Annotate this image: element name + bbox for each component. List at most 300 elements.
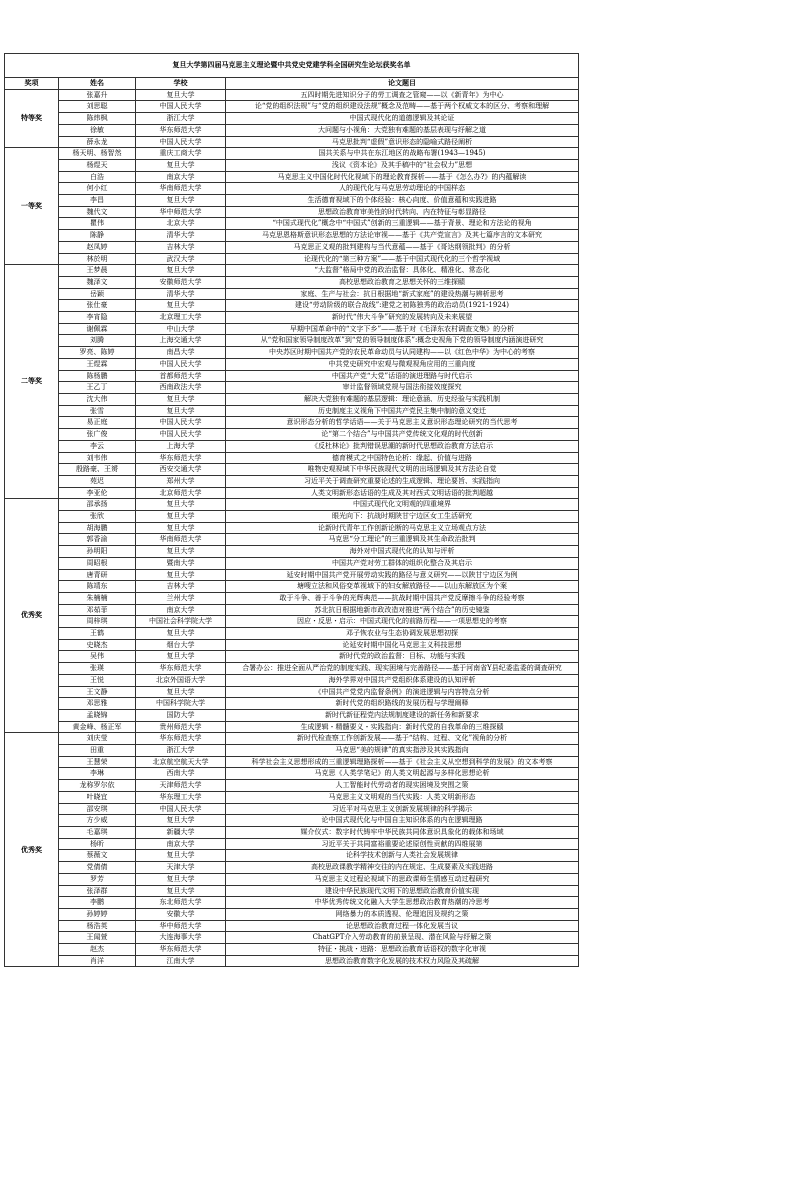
thesis-title-cell: 家庭、生产与社会：抗日根据地“新式家庭”的建设热潮与辨析思考 <box>226 288 579 300</box>
school-cell: 上海大学 <box>136 440 226 452</box>
table-row <box>5 686 579 698</box>
thesis-title-cell: 特征・挑战・进路：思想政治教育话语权的数字化审视 <box>226 944 579 956</box>
winner-name-cell: 何小红 <box>59 183 136 195</box>
thesis-title-cell: 建设中华民族现代文明下的思想政治教育价值实现 <box>226 885 579 897</box>
winner-name-cell: 唐青研 <box>59 569 136 581</box>
winner-name-cell: 谢佩霖 <box>59 323 136 335</box>
school-cell: 华南师范大学 <box>136 183 226 195</box>
school-cell: 天津大学 <box>136 862 226 874</box>
table-row <box>5 300 579 312</box>
school-cell: 南昌大学 <box>136 347 226 359</box>
thesis-title-cell: 海外学界对中国共产党组织体系建设的认知评析 <box>226 674 579 686</box>
thesis-title-cell: 高校思想政治教育之思想关怀的三维探赜 <box>226 276 579 288</box>
winner-name-cell: 殷路豪、王赟 <box>59 464 136 476</box>
winner-name-cell: 陈杨鹏 <box>59 370 136 382</box>
table-row <box>5 581 579 593</box>
school-cell: 复旦大学 <box>136 628 226 640</box>
winner-name-cell: 李宵隐 <box>59 312 136 324</box>
school-cell: 清华大学 <box>136 230 226 242</box>
winner-name-cell: 易正庭 <box>59 417 136 429</box>
school-cell: 华中师范大学 <box>136 920 226 932</box>
thesis-title-cell: 大问题与小视角：大党独有难题的基层表现与纾解之道 <box>226 124 579 136</box>
table-row <box>5 897 579 909</box>
school-cell: 大连海事大学 <box>136 932 226 944</box>
winner-name-cell: 龙称罗尔依 <box>59 780 136 792</box>
thesis-title-cell: 生成逻辑・精髓要义・实践指向：新时代党的自我革命的三维探赜 <box>226 721 579 733</box>
thesis-title-cell: 马克思恩格斯意识形态思想的方法论审视——基于《共产党宣言》及其七篇序言的文本研究 <box>226 230 579 242</box>
table-row <box>5 288 579 300</box>
table-row <box>5 768 579 780</box>
table-row <box>5 698 579 710</box>
school-cell: 天津师范大学 <box>136 780 226 792</box>
table-row <box>5 159 579 171</box>
winner-name-cell: 李昌 <box>59 195 136 207</box>
award-category-cell: 一等奖 <box>5 148 59 265</box>
thesis-title-cell: 网络暴力的本质透视、伦理追因及规约之策 <box>226 908 579 920</box>
school-cell: 华南师范大学 <box>136 534 226 546</box>
school-cell: 复旦大学 <box>136 499 226 511</box>
winner-name-cell: 刘思聪 <box>59 101 136 113</box>
school-cell: 中国科学院大学 <box>136 698 226 710</box>
winner-name-cell: 孟晓锦 <box>59 709 136 721</box>
winner-name-cell: 孙婷婷 <box>59 908 136 920</box>
winner-name-cell: 周昭根 <box>59 557 136 569</box>
school-cell: 华东师范大学 <box>136 452 226 464</box>
table-row <box>5 417 579 429</box>
winner-name-cell: 魏泽文 <box>59 276 136 288</box>
thesis-title-cell: 马克思批判“虚假”意识形态的隐喻式路径阐析 <box>226 136 579 148</box>
school-cell: 国防大学 <box>136 709 226 721</box>
school-cell: 上海交通大学 <box>136 335 226 347</box>
table-row <box>5 803 579 815</box>
thesis-title-cell: 论新时代青年工作创新论断的马克思主义立场观点方法 <box>226 522 579 534</box>
winner-name-cell: 李云 <box>59 440 136 452</box>
thesis-title-cell: 历史制度主义视角下中国共产党民主集中制的意义变迁 <box>226 405 579 417</box>
winner-name-cell: 党倩倩 <box>59 862 136 874</box>
table-row <box>5 745 579 757</box>
table-row <box>5 405 579 417</box>
table-row <box>5 393 579 405</box>
school-cell: 复旦大学 <box>136 686 226 698</box>
school-cell: 南京大学 <box>136 604 226 616</box>
school-cell: 东北师范大学 <box>136 897 226 909</box>
table-row <box>5 955 579 967</box>
school-cell: 复旦大学 <box>136 885 226 897</box>
school-cell: 浙江大学 <box>136 113 226 125</box>
table-row <box>5 932 579 944</box>
thesis-title-cell: 合署办公：推进全面从严治党的制度实践、现实困境与完善路径——基于河南省Y县纪委监委的调查研究 <box>226 663 579 675</box>
winner-name-cell: 王悦 <box>59 674 136 686</box>
table-row <box>5 195 579 207</box>
school-cell: 首都师范大学 <box>136 370 226 382</box>
thesis-title-cell: 中国共产党对劳工群体的组织化整合及其启示 <box>226 557 579 569</box>
table-row <box>5 628 579 640</box>
table-row <box>5 592 579 604</box>
school-cell: 清华大学 <box>136 288 226 300</box>
winner-name-cell: 张欣 <box>59 511 136 523</box>
school-cell: 华中师范大学 <box>136 206 226 218</box>
thesis-title-cell: “大监督”格局中党的政治监督：具体化、精准化、常态化 <box>226 265 579 277</box>
school-cell: 安徽大学 <box>136 908 226 920</box>
table-row <box>5 815 579 827</box>
school-cell: 华东理工大学 <box>136 791 226 803</box>
school-cell: 复旦大学 <box>136 522 226 534</box>
school-cell: 北京航空航天大学 <box>136 756 226 768</box>
table-row <box>5 382 579 394</box>
thesis-title-cell: 海外对中国式现代化的认知与评析 <box>226 546 579 558</box>
header-school: 学校 <box>136 78 226 90</box>
school-cell: 复旦大学 <box>136 159 226 171</box>
winner-name-cell: 杨浩英 <box>59 920 136 932</box>
thesis-title-cell: 敢于斗争、善于斗争的光辉典范——抗战时期中国共产党反摩擦斗争的经验考察 <box>226 592 579 604</box>
school-cell: 南京大学 <box>136 171 226 183</box>
thesis-title-cell: 马克思主义中国化时代化视域下的理论教育探析——基于《怎么办?》的内蕴解读 <box>226 171 579 183</box>
table-row <box>5 312 579 324</box>
school-cell: 复旦大学 <box>136 89 226 101</box>
school-cell: 北京理工大学 <box>136 312 226 324</box>
thesis-title-cell: 中国式现代化文明观的四重境界 <box>226 499 579 511</box>
winner-name-cell: 罗亮、陈婷 <box>59 347 136 359</box>
winner-name-cell: 张雪 <box>59 405 136 417</box>
winner-name-cell: 郭香渝 <box>59 534 136 546</box>
table-row <box>5 616 579 628</box>
school-cell: 江南大学 <box>136 955 226 967</box>
table-row <box>5 440 579 452</box>
school-cell: 复旦大学 <box>136 265 226 277</box>
winner-name-cell: 朱楠楠 <box>59 592 136 604</box>
thesis-title-cell: 马克思主义过程论视域下的思政课师生情感互动过程研究 <box>226 873 579 885</box>
thesis-title-cell: 人类文明新形态话语的生成及其对西式文明话语的批判超越 <box>226 487 579 499</box>
thesis-title-cell: 中共党史研究中宏观与微观视角应用的三重向度 <box>226 358 579 370</box>
winner-name-cell: 王闻萱 <box>59 932 136 944</box>
thesis-title-cell: 生活德育视域下的个体经验：核心向度、价值意蕴和实践进路 <box>226 195 579 207</box>
table-row <box>5 709 579 721</box>
thesis-title-cell: 思想政治教育审美性的时代转向、内在特征与彰显路径 <box>226 206 579 218</box>
thesis-title-cell: 论现代化的“第三种方案”——基于中国式现代化的三个哲学视域 <box>226 253 579 265</box>
school-cell: 北京师范大学 <box>136 487 226 499</box>
header-name: 姓名 <box>59 78 136 90</box>
winner-name-cell: 毛嘉琪 <box>59 827 136 839</box>
thesis-title-cell: 《中国共产党党内监督条例》的演进逻辑与内容特点分析 <box>226 686 579 698</box>
winner-name-cell: 陈靖东 <box>59 581 136 593</box>
thesis-title-cell: 建设“劳动阶级的联合战线”:建党之初陈独秀的政治动员(1921-1924) <box>226 300 579 312</box>
school-cell: 复旦大学 <box>136 873 226 885</box>
award-category-cell: 特等奖 <box>5 89 59 148</box>
winner-name-cell: 孙明阳 <box>59 546 136 558</box>
winner-name-cell: 刘腾 <box>59 335 136 347</box>
thesis-title-cell: 邓子恢农业与生态协调发展思想初探 <box>226 628 579 640</box>
thesis-title-cell: 从“党和国家领导制度改革”到“党的领导制度体系”:概念史视角下党的领导制度内涵演进研究 <box>226 335 579 347</box>
winner-name-cell: 周梓琪 <box>59 616 136 628</box>
school-cell: 北京外国语大学 <box>136 674 226 686</box>
school-cell: 新疆大学 <box>136 827 226 839</box>
table-row <box>5 89 579 101</box>
table-row <box>5 534 579 546</box>
table-row <box>5 171 579 183</box>
winner-name-cell: 魏代文 <box>59 206 136 218</box>
award-category-cell: 优秀奖 <box>5 733 59 967</box>
thesis-title-cell: 人的现代化与马克思劳动理论的中国样态 <box>226 183 579 195</box>
school-cell: 复旦大学 <box>136 815 226 827</box>
winner-name-cell: 肖洋 <box>59 955 136 967</box>
table-row <box>5 487 579 499</box>
thesis-title-cell: 马克思《人类学笔记》的人类文明起源与多样化思想论析 <box>226 768 579 780</box>
award-category-cell: 二等奖 <box>5 265 59 499</box>
school-cell: 复旦大学 <box>136 850 226 862</box>
winner-name-cell: 叶晓宜 <box>59 791 136 803</box>
school-cell: 吉林大学 <box>136 581 226 593</box>
winner-name-cell: 王文静 <box>59 686 136 698</box>
school-cell: 重庆工商大学 <box>136 148 226 160</box>
thesis-title-cell: 国共关系与中共在东江地区的战略布署(1943—1945) <box>226 148 579 160</box>
school-cell: 复旦大学 <box>136 405 226 417</box>
thesis-title-cell: 马克思主义文明观的当代实践：人类文明新形态 <box>226 791 579 803</box>
thesis-title-cell: 苏北抗日根据地新市政改造对推进“两个结合”的历史镜鉴 <box>226 604 579 616</box>
table-row <box>5 241 579 253</box>
winner-name-cell: 蔡薇文 <box>59 850 136 862</box>
table-row <box>5 206 579 218</box>
winner-name-cell: 邵安琪 <box>59 803 136 815</box>
table-row <box>5 663 579 675</box>
winner-name-cell: 邵承扬 <box>59 499 136 511</box>
thesis-title-cell: 因应・反思・启示：中国式现代化的前路历程——一项思想史的考察 <box>226 616 579 628</box>
thesis-title-cell: 科学社会主义思想形成的三重逻辑理路探析——基于《社会主义从空想到科学的发展》的文本考察 <box>226 756 579 768</box>
winner-name-cell: 罗芳 <box>59 873 136 885</box>
winner-name-cell: 张泽群 <box>59 885 136 897</box>
thesis-title-cell: 论“第二个结合”与中国共产党传统文化观的时代创新 <box>226 429 579 441</box>
table-row <box>5 218 579 230</box>
winner-name-cell: 徐敏 <box>59 124 136 136</box>
school-cell: 华东师范大学 <box>136 124 226 136</box>
table-row <box>5 721 579 733</box>
table-row <box>5 569 579 581</box>
winner-name-cell: 刘韦伟 <box>59 452 136 464</box>
thesis-title-cell: 论“党的组织法规”与“党的组织建设法规”概念及范畴——基于两个权威文本的区分、考察和理解 <box>226 101 579 113</box>
winner-name-cell: 胡海鹏 <box>59 522 136 534</box>
thesis-title-cell: 新时代党的组织路线的发展历程与学理阐释 <box>226 698 579 710</box>
thesis-title-cell: 中央苏区时期中国共产党的农民革命动员与认同建构——以《红色中华》为中心的考察 <box>226 347 579 359</box>
thesis-title-cell: 马克思正义观的批判建构与当代意蕴——基于《哥达纲领批判》的分析 <box>226 241 579 253</box>
table-row <box>5 136 579 148</box>
thesis-title-cell: 思想政治教育数字化发展的技术权力风险及其疏解 <box>226 955 579 967</box>
school-cell: 武汉大学 <box>136 253 226 265</box>
table-row <box>5 124 579 136</box>
table-row <box>5 370 579 382</box>
winner-name-cell: 张仕豪 <box>59 300 136 312</box>
winner-name-cell: 田重 <box>59 745 136 757</box>
school-cell: 华东师范大学 <box>136 663 226 675</box>
winner-name-cell: 瞿伟 <box>59 218 136 230</box>
school-cell: 复旦大学 <box>136 569 226 581</box>
table-row <box>5 791 579 803</box>
winner-name-cell: 杨煜天 <box>59 159 136 171</box>
table-row <box>5 604 579 616</box>
winner-name-cell: 吴伟 <box>59 651 136 663</box>
school-cell: 中国人民大学 <box>136 101 226 113</box>
school-cell: 中山大学 <box>136 323 226 335</box>
thesis-title-cell: “中国式现代化”概念中“中国式”创新的三重逻辑——基于背景、理论和方法论的视角 <box>226 218 579 230</box>
thesis-title-cell: 论延安时期中国化马克思主义科技思想 <box>226 639 579 651</box>
table-row <box>5 546 579 558</box>
thesis-title-cell: 新时代新征程党内法规制度建设的新任务和新要求 <box>226 709 579 721</box>
table-row <box>5 651 579 663</box>
thesis-title-cell: 习近平对马克思主义创新发展规律的科学揭示 <box>226 803 579 815</box>
winner-name-cell: 陈炜枫 <box>59 113 136 125</box>
school-cell: 西南政法大学 <box>136 382 226 394</box>
table-row <box>5 265 579 277</box>
table-row <box>5 639 579 651</box>
winner-name-cell: 王煜霖 <box>59 358 136 370</box>
winner-name-cell: 杨昕 <box>59 838 136 850</box>
table-row <box>5 276 579 288</box>
thesis-title-cell: 浅议《资本论》及其手稿中的“社会权力”思想 <box>226 159 579 171</box>
thesis-title-cell: 五四时期先进知识分子的劳工调查之管窥——以《新青年》为中心 <box>226 89 579 101</box>
table-row <box>5 838 579 850</box>
thesis-title-cell: 习近平关于共同富裕重要论述原创性贡献的四维展第 <box>226 838 579 850</box>
table-row <box>5 499 579 511</box>
table-row <box>5 522 579 534</box>
school-cell: 兰州大学 <box>136 592 226 604</box>
thesis-title-cell: 早期中国革命中的“文字下乡”——基于对《毛泽东农村调查文集》的分析 <box>226 323 579 335</box>
school-cell: 复旦大学 <box>136 511 226 523</box>
thesis-title-cell: 媒介仪式：数字时代铸牢中华民族共同体意识具象化的载体和场域 <box>226 827 579 839</box>
winner-name-cell: 王鹤 <box>59 628 136 640</box>
table-row <box>5 230 579 242</box>
thesis-title-cell: 中国共产党“大党”话语的演进理路与时代启示 <box>226 370 579 382</box>
school-cell: 北京大学 <box>136 218 226 230</box>
winner-name-cell: 刘庆莹 <box>59 733 136 745</box>
winner-name-cell: 史晓杰 <box>59 639 136 651</box>
winner-name-cell: 邓茹菲 <box>59 604 136 616</box>
winner-name-cell: 王慧荣 <box>59 756 136 768</box>
table-row <box>5 511 579 523</box>
school-cell: 复旦大学 <box>136 651 226 663</box>
table-row <box>5 347 579 359</box>
winner-name-cell: 王梦晨 <box>59 265 136 277</box>
thesis-title-cell: 《反杜林论》批判错误思潮的新时代思想政治教育方法启示 <box>226 440 579 452</box>
table-row <box>5 452 579 464</box>
header-thesis: 论文题目 <box>226 78 579 90</box>
winner-name-cell: 沈大伟 <box>59 393 136 405</box>
table-row <box>5 323 579 335</box>
winner-name-cell: 张广俊 <box>59 429 136 441</box>
school-cell: 西安交通大学 <box>136 464 226 476</box>
school-cell: 西南大学 <box>136 768 226 780</box>
winner-name-cell: 白浩 <box>59 171 136 183</box>
winner-name-cell: 张瑛 <box>59 663 136 675</box>
thesis-title-cell: 塘嗖立法和风俗变革视域下的妇女解放路径——以山东解放区为个案 <box>226 581 579 593</box>
school-cell: 郑州大学 <box>136 475 226 487</box>
table-row <box>5 674 579 686</box>
table-row <box>5 183 579 195</box>
school-cell: 中国人民大学 <box>136 358 226 370</box>
header-row <box>5 78 579 90</box>
table-row <box>5 944 579 956</box>
table-row <box>5 101 579 113</box>
winner-name-cell: 李亚伦 <box>59 487 136 499</box>
school-cell: 中国人民大学 <box>136 136 226 148</box>
thesis-title-cell: ChatGPT介入劳动教育的前景呈现、潜在风险与纾解之策 <box>226 932 579 944</box>
winner-name-cell: 薛永龙 <box>59 136 136 148</box>
school-cell: 安徽师范大学 <box>136 276 226 288</box>
table-row <box>5 148 579 160</box>
winner-name-cell: 张嘉升 <box>59 89 136 101</box>
winner-name-cell: 黄金峰、杨正军 <box>59 721 136 733</box>
table-row <box>5 733 579 745</box>
table-row <box>5 335 579 347</box>
thesis-title-cell: 新时代“伟大斗争”研究的发展转向及未来展望 <box>226 312 579 324</box>
school-cell: 吉林大学 <box>136 241 226 253</box>
school-cell: 复旦大学 <box>136 546 226 558</box>
table-row <box>5 920 579 932</box>
winner-name-cell: 王乙丁 <box>59 382 136 394</box>
thesis-title-cell: 论中国式现代化与中国自主知识体系的内在逻辑理路 <box>226 815 579 827</box>
table-row <box>5 862 579 874</box>
winner-name-cell: 岳颖 <box>59 288 136 300</box>
award-category-cell: 优秀奖 <box>5 499 59 733</box>
thesis-title-cell: 中华优秀传统文化融入大学生思想政治教育热潮的冷思考 <box>226 897 579 909</box>
title-row <box>5 54 579 78</box>
table-row <box>5 780 579 792</box>
winner-name-cell: 李琳 <box>59 768 136 780</box>
table-row <box>5 850 579 862</box>
school-cell: 南京大学 <box>136 838 226 850</box>
winner-name-cell: 邓思雅 <box>59 698 136 710</box>
table-row <box>5 475 579 487</box>
table-row <box>5 464 579 476</box>
school-cell: 中国社会科学院大学 <box>136 616 226 628</box>
winner-name-cell: 杨天明、杨智然 <box>59 148 136 160</box>
winner-name-cell: 林於明 <box>59 253 136 265</box>
table-row <box>5 827 579 839</box>
table-body <box>5 54 579 967</box>
table-row <box>5 253 579 265</box>
school-cell: 中国人民大学 <box>136 429 226 441</box>
thesis-title-cell: 马克思“美的规律”的真实指涉及其实践指向 <box>226 745 579 757</box>
school-cell: 复旦大学 <box>136 300 226 312</box>
thesis-title-cell: 唯物史观视域下中华民族现代文明的出场逻辑及其方法论自觉 <box>226 464 579 476</box>
school-cell: 华东师范大学 <box>136 733 226 745</box>
thesis-title-cell: 新时代党的政治监督：目标、功能与实践 <box>226 651 579 663</box>
school-cell: 中国人民大学 <box>136 803 226 815</box>
thesis-title-cell: 中国式现代化的道德逻辑及其论证 <box>226 113 579 125</box>
school-cell: 烟台大学 <box>136 639 226 651</box>
thesis-title-cell: 意识形态分析的哲学话语——关于马克思主义意识形态理论研究的当代思考 <box>226 417 579 429</box>
winner-name-cell: 陈静 <box>59 230 136 242</box>
thesis-title-cell: 眼光向下：抗战时期陕甘宁边区女工生活研究 <box>226 511 579 523</box>
thesis-title-cell: 论科学技术创新与人类社会发展规律 <box>226 850 579 862</box>
school-cell: 浙江大学 <box>136 745 226 757</box>
winner-name-cell: 方少威 <box>59 815 136 827</box>
winner-name-cell: 赵凤婷 <box>59 241 136 253</box>
thesis-title-cell: 论思想政治教育过程一体化发展当议 <box>226 920 579 932</box>
table-row <box>5 358 579 370</box>
table-row <box>5 885 579 897</box>
school-cell: 暨南大学 <box>136 557 226 569</box>
award-list-table <box>4 53 579 967</box>
thesis-title-cell: 德育模式之中国特色论析：缘起、价值与进路 <box>226 452 579 464</box>
thesis-title-cell: 延安时期中国共产党开展劳动实践的路径与意义研究——以陕甘宁边区为例 <box>226 569 579 581</box>
table-row <box>5 873 579 885</box>
school-cell: 中国人民大学 <box>136 417 226 429</box>
winner-name-cell: 赵杰 <box>59 944 136 956</box>
thesis-title-cell: 人工智能时代劳动者的现实困境及突围之策 <box>226 780 579 792</box>
school-cell: 复旦大学 <box>136 195 226 207</box>
thesis-title-cell: 新时代检查察工作创新发展——基于“结构、过程、文化”视角的分析 <box>226 733 579 745</box>
school-cell: 华东师范大学 <box>136 944 226 956</box>
thesis-title-cell: 习近平关于调查研究重要论述的生成逻辑、理论要旨、实践指向 <box>226 475 579 487</box>
header-award: 奖项 <box>5 78 59 90</box>
